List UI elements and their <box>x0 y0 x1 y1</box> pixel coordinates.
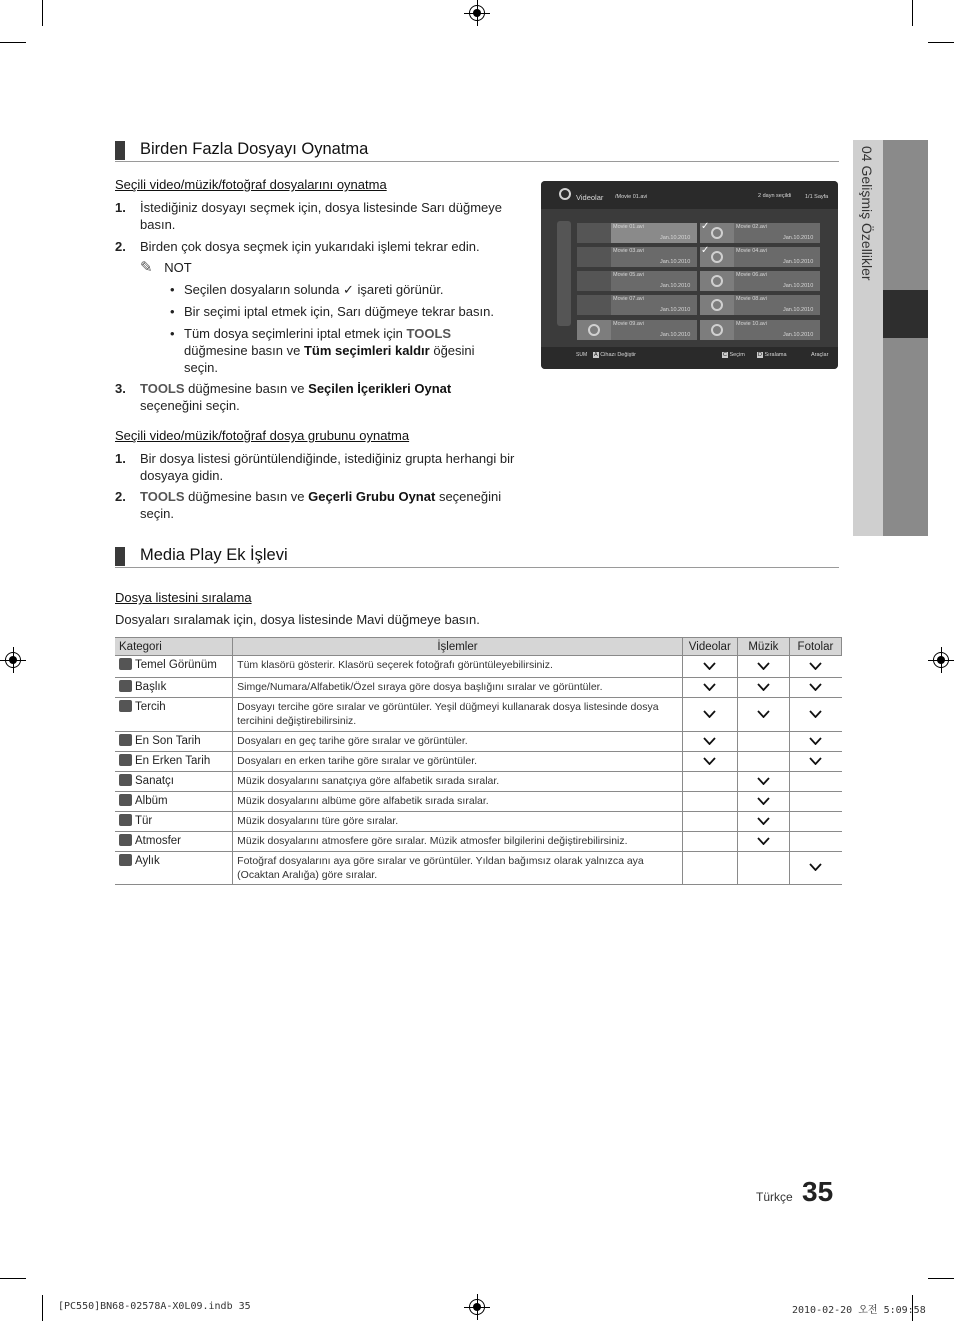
chevron-check-icon <box>703 710 716 718</box>
tv-path: /Movie 01.avi <box>615 194 648 200</box>
print-file-label: [PC550]BN68-02578A-X0L09.indb 35 <box>58 1301 251 1312</box>
support-cell <box>789 812 841 832</box>
chapter-side-tab <box>853 140 928 536</box>
category-cell <box>115 812 233 832</box>
file-name: Movie 02.avi <box>736 224 767 230</box>
support-cell <box>682 772 737 792</box>
support-cell <box>789 656 841 678</box>
support-cell <box>789 678 841 698</box>
registration-mark-icon <box>469 1299 485 1315</box>
category-cell <box>115 678 233 698</box>
file-date: Jan.10.2010 <box>783 259 814 265</box>
support-cell <box>682 656 737 678</box>
operation-cell: Müzik dosyalarını atmosfere göre sıralar. Müzik atmosfer bilgilerini değiştirebilirsiniz. <box>233 832 683 852</box>
chevron-check-icon <box>809 710 822 718</box>
operation-cell: Müzik dosyalarını albüme göre alfabetik sırada sıralar. <box>233 792 683 812</box>
chevron-check-icon <box>703 757 716 765</box>
table-row <box>115 832 842 852</box>
subheading: Dosya listesini sıralama <box>115 590 252 605</box>
crop-mark <box>912 0 913 26</box>
note-block <box>140 258 192 276</box>
tab-band <box>883 140 928 290</box>
note-label: NOT <box>164 260 192 275</box>
file-name: Movie 10.avi <box>736 321 767 327</box>
support-cell <box>682 752 737 772</box>
category-label: Albüm <box>135 795 168 807</box>
film-reel-icon <box>711 275 723 287</box>
chevron-check-icon <box>809 863 822 871</box>
operation-cell: Tüm klasörü gösterir. Klasörü seçerek fotoğrafı görüntüleyebilirsiniz. <box>233 656 683 678</box>
file-date: Jan.10.2010 <box>660 332 691 338</box>
chevron-check-icon <box>809 737 822 745</box>
support-cell <box>789 772 841 792</box>
chapter-label: 04 Gelişmiş Özellikler <box>859 146 875 281</box>
tv-selected-count: 2 dayn seçildi <box>758 193 792 199</box>
category-cell <box>115 792 233 812</box>
category-icon <box>119 658 132 670</box>
support-cell <box>737 752 789 772</box>
category-icon <box>119 774 132 786</box>
support-cell <box>682 698 737 732</box>
subheading: Seçili video/müzik/fotoğraf dosyalarını oynatma <box>115 177 387 192</box>
subheading: Seçili video/müzik/fotoğraf dosya grubunu oynatma <box>115 428 410 443</box>
chevron-check-icon <box>757 797 770 805</box>
table-row <box>115 852 842 885</box>
category-label: Tercih <box>135 701 166 713</box>
support-cell <box>737 698 789 732</box>
operation-cell: Fotoğraf dosyalarını aya göre sıralar ve görüntüler. Yıldan bağımsız olarak yalnızca aya (Ocaktan Aralığa) göre sıralar. <box>233 852 683 885</box>
film-reel-icon <box>588 324 600 336</box>
support-cell <box>682 732 737 752</box>
operation-cell: Müzik dosyalarını türe göre sıralar. <box>233 812 683 832</box>
support-cell <box>737 678 789 698</box>
category-cell <box>115 832 233 852</box>
file-date: Jan.10.2010 <box>783 235 814 241</box>
section-bar <box>115 547 125 566</box>
intro-text: Dosyaları sıralamak için, dosya listesinde Mavi düğmeye basın. <box>115 612 480 627</box>
crop-mark <box>928 1278 954 1279</box>
chevron-check-icon <box>757 817 770 825</box>
file-date: Jan.10.2010 <box>660 283 691 289</box>
selected-check-icon: ✓ <box>701 245 710 256</box>
file-thumbnail[interactable] <box>577 247 611 267</box>
film-reel-icon <box>711 227 723 239</box>
file-name: Movie 04.avi <box>736 248 767 254</box>
registration-mark-icon <box>5 652 21 668</box>
table-row <box>115 772 842 792</box>
note-pencil-icon: ✎ <box>140 259 153 276</box>
file-name: Movie 03.avi <box>613 248 644 254</box>
tv-footer <box>541 347 838 369</box>
operation-cell: Dosyaları en geç tarihe göre sıralar ve görüntüler. <box>233 732 683 752</box>
chevron-check-icon <box>703 662 716 670</box>
support-cell <box>789 732 841 752</box>
operation-cell: Müzik dosyalarını sanatçıya göre alfabetik sırada sıralar. <box>233 772 683 792</box>
file-thumbnail[interactable] <box>577 295 611 315</box>
category-label: Tür <box>135 815 153 827</box>
support-cell <box>789 752 841 772</box>
category-label: Temel Görünüm <box>135 659 217 671</box>
chevron-check-icon <box>809 757 822 765</box>
chevron-check-icon <box>757 662 770 670</box>
category-icon <box>119 754 132 766</box>
film-reel-icon <box>711 299 723 311</box>
support-cell <box>682 852 737 885</box>
category-icon <box>119 734 132 746</box>
section-title: Media Play Ek İşlevi <box>115 545 839 568</box>
col-header: Videolar <box>682 638 737 656</box>
table-row <box>115 656 842 678</box>
category-label: En Son Tarih <box>135 735 201 747</box>
operation-cell: Simge/Numara/Alfabetik/Özel sıraya göre dosya başlığını sıralar ve görüntüler. <box>233 678 683 698</box>
file-date: Jan.10.2010 <box>783 332 814 338</box>
table-row <box>115 792 842 812</box>
crop-mark <box>42 1295 43 1321</box>
file-name: Movie 05.avi <box>613 272 644 278</box>
category-label: Sanatçı <box>135 775 174 787</box>
category-cell <box>115 732 233 752</box>
file-date: Jan.10.2010 <box>660 259 691 265</box>
tv-category-rail <box>557 221 571 326</box>
support-cell <box>682 792 737 812</box>
col-header: İşlemler <box>233 638 683 656</box>
support-cell <box>789 698 841 732</box>
support-cell <box>789 852 841 885</box>
support-cell <box>737 656 789 678</box>
tv-footer-c: C Seçim <box>723 352 745 358</box>
file-date: Jan.10.2010 <box>783 307 814 313</box>
table-row <box>115 752 842 772</box>
support-cell <box>789 832 841 852</box>
file-date: Jan.10.2010 <box>660 235 691 241</box>
col-header: Kategori <box>115 638 233 656</box>
table-row <box>115 732 842 752</box>
registration-mark-icon <box>469 5 485 21</box>
table-row <box>115 812 842 832</box>
file-name: Movie 06.avi <box>736 272 767 278</box>
checkmark-icon: ✓ <box>343 282 354 297</box>
film-reel-icon <box>711 251 723 263</box>
file-name: Movie 09.avi <box>613 321 644 327</box>
chevron-check-icon <box>757 683 770 691</box>
tv-title: Videolar <box>576 193 604 202</box>
table-row <box>115 698 842 732</box>
tv-footer-a: A Cihazı Değiştir <box>594 352 636 358</box>
tab-band-active <box>883 290 928 338</box>
support-cell <box>737 732 789 752</box>
file-name: Movie 08.avi <box>736 296 767 302</box>
category-icon <box>119 700 132 712</box>
category-label: Başlık <box>135 681 167 693</box>
file-thumbnail[interactable] <box>577 271 611 291</box>
category-cell <box>115 772 233 792</box>
category-icon <box>119 794 132 806</box>
sort-table <box>115 637 842 885</box>
file-date: Jan.10.2010 <box>783 283 814 289</box>
category-icon <box>119 834 132 846</box>
video-icon <box>559 188 571 200</box>
category-icon <box>119 680 132 692</box>
crop-mark <box>928 42 954 43</box>
tv-screenshot <box>541 181 838 369</box>
chevron-check-icon <box>757 777 770 785</box>
support-cell <box>737 792 789 812</box>
chevron-check-icon <box>757 710 770 718</box>
category-cell <box>115 752 233 772</box>
category-cell <box>115 852 233 885</box>
print-date-label: 2010-02-20 오전 5:09:58 <box>792 1305 926 1316</box>
category-icon <box>119 814 132 826</box>
chevron-check-icon <box>809 683 822 691</box>
section-bar <box>115 141 125 160</box>
crop-mark <box>0 42 26 43</box>
file-name: Movie 01.avi <box>613 224 644 230</box>
tab-band <box>883 338 928 536</box>
crop-mark <box>0 1278 26 1279</box>
category-cell <box>115 698 233 732</box>
col-header: Müzik <box>737 638 789 656</box>
category-label: En Erken Tarih <box>135 755 211 767</box>
tv-page: 1/1 Sayfa <box>805 194 829 200</box>
tv-footer-d: D Sıralama <box>758 352 787 358</box>
support-cell <box>737 832 789 852</box>
selected-check-icon: ✓ <box>701 221 710 232</box>
file-name: Movie 07.avi <box>613 296 644 302</box>
support-cell <box>737 852 789 885</box>
chevron-check-icon <box>757 837 770 845</box>
support-cell <box>682 832 737 852</box>
chevron-check-icon <box>703 683 716 691</box>
tv-footer-device: SUM <box>576 352 588 358</box>
category-icon <box>119 854 132 866</box>
support-cell <box>682 812 737 832</box>
file-date: Jan.10.2010 <box>660 307 691 313</box>
tv-footer-tools: Araçlar <box>811 352 829 358</box>
category-label: Atmosfer <box>135 835 182 847</box>
col-header: Fotolar <box>789 638 841 656</box>
film-reel-icon <box>711 324 723 336</box>
chevron-check-icon <box>809 662 822 670</box>
language-label: Türkçe <box>756 1190 793 1204</box>
table-row <box>115 678 842 698</box>
support-cell <box>737 812 789 832</box>
category-label: Aylık <box>135 855 160 867</box>
page-number: 35 <box>802 1176 834 1207</box>
file-thumbnail[interactable] <box>577 223 611 243</box>
crop-mark <box>42 0 43 26</box>
support-cell <box>737 772 789 792</box>
category-cell <box>115 656 233 678</box>
chevron-check-icon <box>703 737 716 745</box>
support-cell <box>789 792 841 812</box>
operation-cell: Dosyaları en erken tarihe göre sıralar ve görüntüler. <box>233 752 683 772</box>
operation-cell: Dosyayı tercihe göre sıralar ve görüntüler. Yeşil düğmeyi kullanarak dosya listesinde dosya tercihini değiştirebilirsiniz. <box>233 698 683 732</box>
section-title: Birden Fazla Dosyayı Oynatma <box>115 139 839 162</box>
registration-mark-icon <box>933 652 949 668</box>
support-cell <box>682 678 737 698</box>
